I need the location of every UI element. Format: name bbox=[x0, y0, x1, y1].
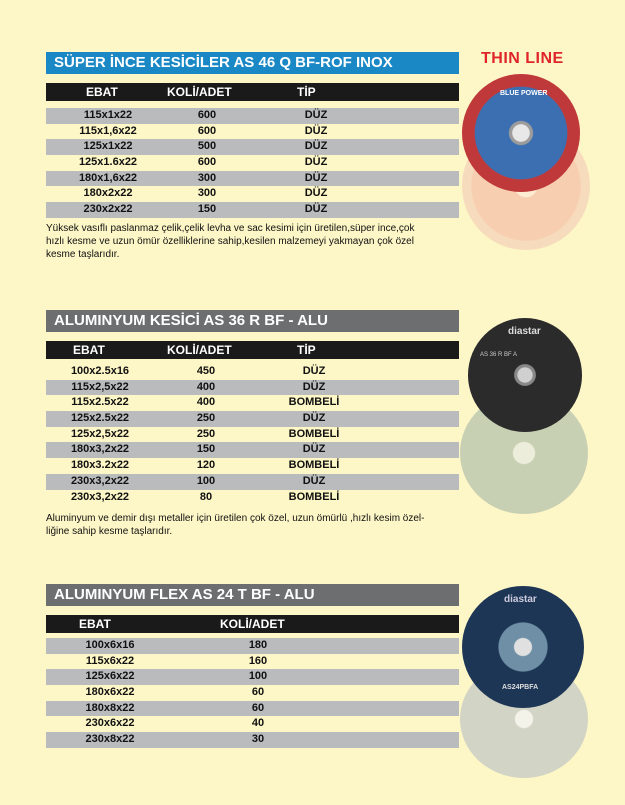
cell-ebat: 125x1x22 bbox=[83, 140, 133, 153]
cell-koli: 400 bbox=[196, 380, 216, 393]
description-line: Yüksek vasıflı paslanmaz çelik,çelik levha ve sac kesimi için üretilen,süper ince,çok bbox=[46, 223, 415, 234]
cell-ebat: 180x3.2x22 bbox=[70, 459, 130, 472]
table-row bbox=[46, 490, 459, 506]
table-row bbox=[46, 411, 459, 427]
cell-ebat: 230x3,2x22 bbox=[70, 474, 130, 487]
disc-brand-text: diastar bbox=[504, 594, 537, 605]
cell-ebat: 125x2,5x22 bbox=[70, 427, 130, 440]
disc-brand-text: diastar bbox=[508, 326, 541, 337]
cell-tip: DÜZ bbox=[304, 109, 328, 121]
cell-ebat: 125x1.6x22 bbox=[78, 156, 138, 169]
section-aluminyum-flex bbox=[46, 584, 459, 748]
cell-koli: 100 bbox=[196, 474, 216, 487]
table-row bbox=[46, 395, 459, 411]
cell-ebat: 180x1,6x22 bbox=[78, 171, 138, 184]
cell-ebat: 115x2,5x22 bbox=[71, 380, 129, 393]
cell-koli: 250 bbox=[196, 427, 216, 440]
table-row bbox=[46, 654, 459, 670]
cell-koli: 80 bbox=[199, 490, 213, 503]
table-row bbox=[46, 155, 459, 171]
description-line: hızlı kesme ve uzun ömür özelliklerine sahip,kesilen malzemeyi yakmayan çok özel bbox=[46, 236, 414, 247]
table-row bbox=[46, 732, 459, 748]
cell-tip: BOMBELİ bbox=[288, 427, 340, 440]
section-super-ince bbox=[46, 52, 459, 218]
table-row bbox=[46, 685, 459, 701]
section-title: ALUMINYUM KESİCİ AS 36 R BF - ALU bbox=[46, 310, 459, 332]
alu-cutter-disc-image bbox=[468, 318, 582, 432]
cell-koli: 160 bbox=[248, 654, 268, 667]
table-body bbox=[46, 638, 459, 748]
cell-koli: 120 bbox=[196, 459, 216, 472]
cell-koli: 180 bbox=[248, 639, 268, 651]
section-aluminyum-kesici bbox=[46, 310, 459, 505]
table-row bbox=[46, 186, 459, 202]
thin-cutter-disc-image bbox=[462, 74, 580, 192]
header-koli: KOLİ/ADET bbox=[220, 617, 285, 631]
cell-ebat: 125x2.5x22 bbox=[70, 412, 130, 425]
cell-tip: DÜZ bbox=[304, 187, 328, 200]
cell-ebat: 125x6x22 bbox=[85, 670, 135, 683]
cell-tip: DÜZ bbox=[302, 443, 326, 456]
table-header bbox=[46, 615, 459, 633]
thin-line-label: THIN LINE bbox=[481, 50, 564, 67]
table-row bbox=[46, 638, 459, 654]
cell-koli: 300 bbox=[197, 187, 217, 200]
cell-koli: 250 bbox=[196, 412, 216, 425]
table-row bbox=[46, 380, 459, 396]
table-body bbox=[46, 108, 459, 218]
table-row bbox=[46, 474, 459, 490]
cell-ebat: 115x6x22 bbox=[85, 654, 135, 667]
cell-tip: BOMBELİ bbox=[288, 490, 340, 503]
table-row bbox=[46, 171, 459, 187]
cell-koli: 100 bbox=[248, 670, 268, 683]
cell-ebat: 115x1,6x22 bbox=[79, 124, 137, 137]
table-header bbox=[46, 341, 459, 359]
table-row bbox=[46, 139, 459, 155]
disc-code-text: AS 36 R BF A bbox=[480, 352, 518, 358]
description-line: Aluminyum ve demir dışı metaller için üretilen çok özel, uzun ömürlü ,hızlı kesim özel- bbox=[46, 513, 425, 524]
table-row bbox=[46, 108, 459, 124]
cell-ebat: 230x8x22 bbox=[85, 733, 135, 746]
header-tip: TİP bbox=[297, 343, 316, 357]
table-row bbox=[46, 669, 459, 685]
disc-code-text: AS24PBFA bbox=[502, 684, 539, 691]
table-header bbox=[46, 83, 459, 101]
cell-tip: DÜZ bbox=[304, 140, 328, 153]
section-description bbox=[46, 222, 466, 261]
cell-tip: DÜZ bbox=[302, 365, 326, 377]
section-description bbox=[46, 512, 466, 538]
cell-koli: 600 bbox=[197, 124, 217, 137]
cell-ebat: 100x2.5x16 bbox=[70, 365, 130, 377]
table-body bbox=[46, 364, 459, 505]
cell-tip: DÜZ bbox=[304, 156, 328, 169]
cell-ebat: 180x2x22 bbox=[83, 187, 133, 200]
cell-ebat: 180x3,2x22 bbox=[70, 443, 130, 456]
cell-tip: BOMBELİ bbox=[288, 459, 340, 472]
header-koli: KOLİ/ADET bbox=[167, 343, 232, 357]
section-title: SÜPER İNCE KESİCİLER AS 46 Q BF-ROF INOX bbox=[46, 52, 459, 74]
cell-tip: DÜZ bbox=[304, 171, 328, 184]
table-row bbox=[46, 364, 459, 380]
table-row bbox=[46, 427, 459, 443]
cell-koli: 60 bbox=[251, 701, 265, 714]
cell-koli: 150 bbox=[196, 443, 216, 456]
cell-koli: 60 bbox=[251, 686, 265, 699]
cell-ebat: 180x6x22 bbox=[85, 686, 135, 699]
cell-ebat: 230x2x22 bbox=[83, 203, 133, 216]
table-row bbox=[46, 716, 459, 732]
cell-koli: 600 bbox=[197, 109, 217, 121]
disc-brand-text: BLUE POWER bbox=[500, 90, 548, 97]
cell-koli: 150 bbox=[197, 203, 217, 216]
cell-koli: 30 bbox=[251, 733, 265, 746]
table-row bbox=[46, 442, 459, 458]
cell-koli: 500 bbox=[197, 140, 217, 153]
cell-ebat: 115x2.5x22 bbox=[71, 396, 129, 409]
description-line: liğine sahip kesme taşlarıdır. bbox=[46, 526, 173, 537]
description-line: kesme taşlarıdır. bbox=[46, 249, 120, 260]
section-title: ALUMINYUM FLEX AS 24 T BF - ALU bbox=[46, 584, 459, 606]
flex-disc-image bbox=[462, 586, 584, 708]
cell-koli: 40 bbox=[251, 717, 265, 730]
cell-tip: DÜZ bbox=[302, 380, 326, 393]
table-row bbox=[46, 202, 459, 218]
header-ebat: EBAT bbox=[79, 617, 111, 631]
table-row bbox=[46, 124, 459, 140]
header-koli: KOLİ/ADET bbox=[167, 85, 232, 99]
table-row bbox=[46, 701, 459, 717]
cell-tip: DÜZ bbox=[304, 124, 328, 137]
cell-koli: 450 bbox=[196, 365, 216, 377]
cell-tip: DÜZ bbox=[304, 203, 328, 216]
cell-ebat: 180x8x22 bbox=[85, 701, 135, 714]
cell-koli: 400 bbox=[196, 396, 216, 409]
cell-ebat: 115x1x22 bbox=[83, 109, 133, 121]
cell-koli: 300 bbox=[197, 171, 217, 184]
cell-tip: DÜZ bbox=[302, 412, 326, 425]
cell-tip: BOMBELİ bbox=[288, 396, 340, 409]
cell-ebat: 100x6x16 bbox=[85, 639, 135, 651]
cell-ebat: 230x3,2x22 bbox=[70, 490, 130, 503]
header-tip: TİP bbox=[297, 85, 316, 99]
header-ebat: EBAT bbox=[73, 343, 105, 357]
table-row bbox=[46, 458, 459, 474]
cell-tip: DÜZ bbox=[302, 474, 326, 487]
cell-ebat: 230x6x22 bbox=[85, 717, 135, 730]
cell-koli: 600 bbox=[197, 156, 217, 169]
header-ebat: EBAT bbox=[86, 85, 118, 99]
